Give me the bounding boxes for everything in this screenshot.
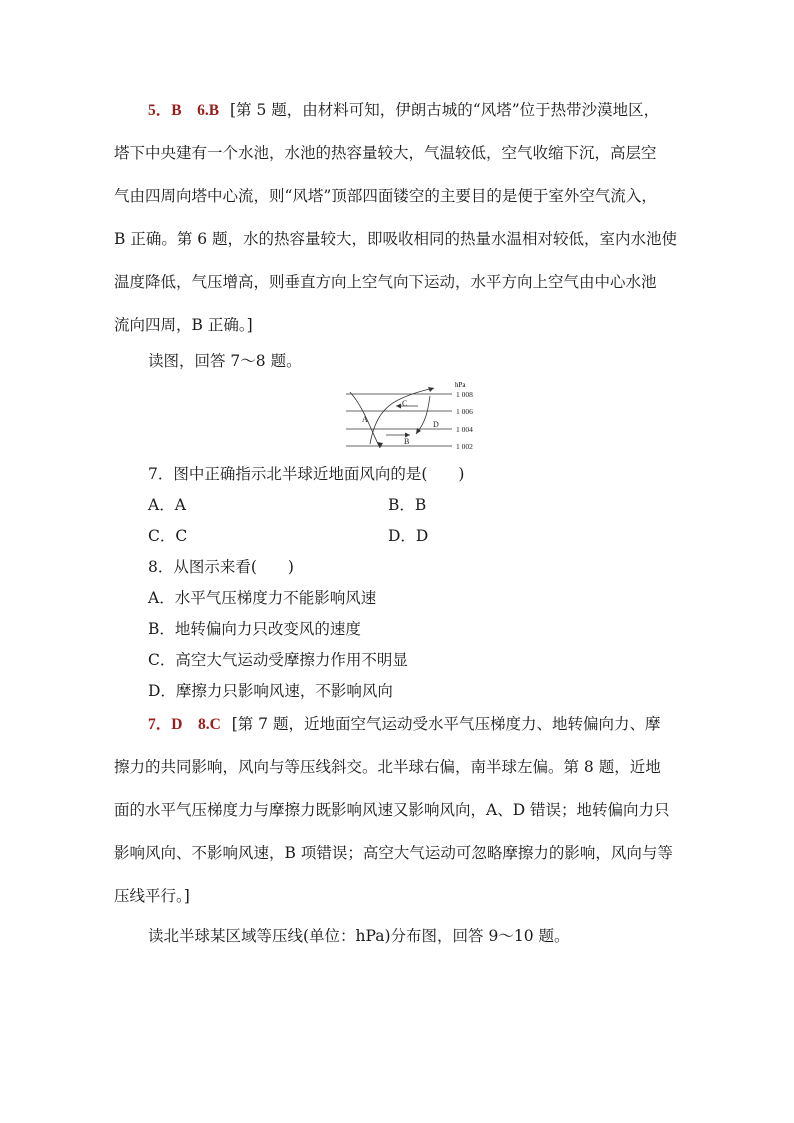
wind-arrow-d bbox=[416, 396, 430, 434]
answer-key-7-8: 7．D 8.C bbox=[148, 716, 221, 733]
explanation-text: [第 7 题，近地面空气运动受水平气压梯度力、地转偏向力、摩 bbox=[231, 715, 661, 733]
answer-line-1 bbox=[148, 99, 659, 122]
q7-option-c: C．C bbox=[148, 527, 188, 545]
arrowhead bbox=[377, 442, 383, 448]
q8-option-b: B．地转偏向力只改变风的速度 bbox=[148, 620, 361, 638]
isobar-value: 1 002 bbox=[456, 442, 473, 451]
explanation-line: 气由四周向塔中心流，则“风塔”顶部四面镂空的主要目的是便于室外空气流入， bbox=[114, 187, 657, 205]
question-8-stem: 8．从图示来看( ) bbox=[148, 558, 294, 576]
arrowhead bbox=[396, 404, 401, 409]
explanation-line: 温度降低，气压增高，则垂直方向上空气向下运动，水平方向上空气由中心水池 bbox=[114, 273, 657, 291]
q8-option-a: A．水平气压梯度力不能影响风速 bbox=[148, 589, 377, 607]
explanation-line: 流向四周，B 正确。] bbox=[114, 316, 253, 334]
answer-line-2 bbox=[148, 713, 660, 736]
explanation-line: 擦力的共同影响，风向与等压线斜交。北半球右偏，南半球左偏。第 8 题，近地 bbox=[114, 758, 661, 776]
read-prompt: 读图，回答 7～8 题。 bbox=[148, 352, 302, 370]
isobar-diagram bbox=[340, 378, 485, 454]
q7-option-a: A．A bbox=[148, 496, 186, 514]
question-7-stem: 7．图中正确指示北半球近地面风向的是( ) bbox=[148, 465, 465, 483]
q7-option-d: D．D bbox=[388, 527, 429, 545]
explanation-line: 压线平行。] bbox=[114, 887, 190, 905]
read-prompt: 读北半球某区域等压线(单位：hPa)分布图，回答 9～10 题。 bbox=[148, 927, 570, 945]
q8-option-d: D．摩擦力只影响风速，不影响风向 bbox=[148, 682, 393, 700]
explanation-line: B 正确。第 6 题，水的热容量较大，即吸收相同的热量水温相对较低，室内水池使 bbox=[114, 230, 678, 248]
explanation-line: 塔下中央建有一个水池，水池的热容量较大，气温较低，空气收缩下沉，高层空 bbox=[114, 144, 657, 162]
label-d: D bbox=[433, 420, 439, 429]
explanation-text: [第 5 题，由材料可知，伊朗古城的“风塔”位于热带沙漠地区， bbox=[230, 101, 660, 119]
isobar-value: 1 004 bbox=[456, 425, 473, 434]
explanation-line: 面的水平气压梯度力与摩擦力既影响风速又影响风向，A、D 错误；地转偏向力只 bbox=[114, 801, 670, 819]
unit-label: hPa bbox=[455, 381, 466, 389]
isobar-value: 1 008 bbox=[456, 390, 473, 399]
label-a: A bbox=[362, 415, 368, 424]
q7-option-b: B．B bbox=[388, 496, 427, 514]
wind-arrow-curve bbox=[370, 388, 434, 444]
label-b: B bbox=[404, 437, 410, 446]
answer-key-5-6: 5．B 6.B bbox=[148, 102, 220, 119]
q8-option-c: C．高空大气运动受摩擦力作用不明显 bbox=[148, 651, 408, 669]
label-c: C bbox=[402, 399, 408, 408]
isobar-value: 1 006 bbox=[456, 407, 473, 416]
explanation-line: 影响风向、不影响风速，B 项错误；高空大气运动可忽略摩擦力的影响，风向与等 bbox=[114, 844, 673, 862]
